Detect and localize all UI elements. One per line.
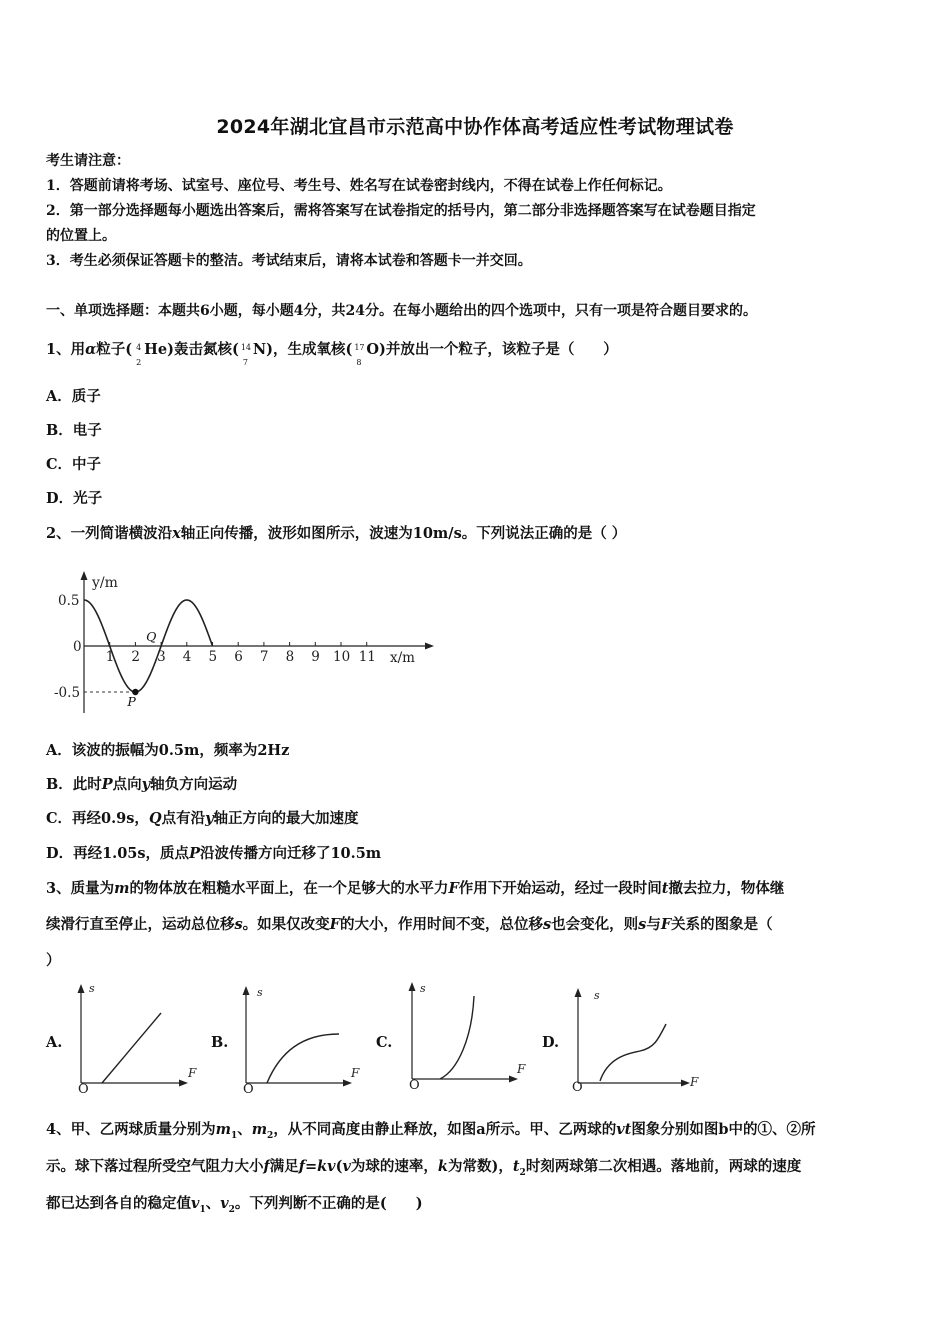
q3-s3: s <box>638 916 647 933</box>
q1-option-b: B．电子 <box>46 422 102 439</box>
graph-b <box>240 982 375 1097</box>
graph-b-curve <box>267 1034 339 1083</box>
graph-b-origin: O <box>243 1082 254 1097</box>
q3-l2d: 也会变化，则 <box>551 916 639 933</box>
q3-f2: F <box>329 916 340 933</box>
q2c-a: C．再经0.9s， <box>46 810 149 827</box>
n-mass-number: 14 <box>240 343 251 352</box>
q3-t: t <box>661 880 669 897</box>
q2d-a: D．再经1.05s，质点 <box>46 845 190 862</box>
graph-c-s-label: s <box>420 982 426 995</box>
x-axis-label: x/m <box>390 650 415 666</box>
q2-option-b <box>46 773 237 794</box>
y-axis-arrow <box>81 571 88 580</box>
q2-option-d <box>46 842 381 863</box>
n-atomic-number: 7 <box>242 358 248 367</box>
q2-text-a: 2、一列简谐横波沿 <box>46 525 173 542</box>
q4-vt: vt <box>616 1121 632 1138</box>
q4-l1a: 4、甲、乙两球质量分别为 <box>46 1121 216 1138</box>
q4-l1c: 图象分别如图b中的①、②所 <box>631 1121 816 1138</box>
q3-l2c: 的大小，作用时间不变，总位移 <box>339 916 543 933</box>
q4-fkv: f=kv <box>298 1158 336 1175</box>
he-mass-number: 4 <box>136 343 142 352</box>
section-1-heading: 一、单项选择题：本题共6小题，每小题4分，共24分。在每小题给出的四个选项中，只有一项是符合题目要求的。 <box>46 303 757 319</box>
notice-item-3: 3．考生必须保证答题卡的整洁。考试结束后，请将本试卷和答题卡一并交回。 <box>46 253 532 269</box>
q2d-p: P <box>189 845 200 862</box>
q4-l1b: ，从不同高度由静止释放，如图a所示。甲、乙两球的 <box>273 1121 617 1138</box>
question-4-line-3 <box>46 1192 423 1215</box>
x-tick-label-4: 4 <box>182 649 192 665</box>
q1-option-a: A．质子 <box>46 388 101 405</box>
x-tick-label-8: 8 <box>285 649 295 665</box>
graph-a-x-arrow <box>179 1080 188 1087</box>
q3-m: m <box>114 880 130 897</box>
graph-a-origin: O <box>78 1082 89 1095</box>
he-atomic-number: 2 <box>136 358 142 367</box>
q3-l2a: 续滑行直至停止，运动总位移 <box>46 916 235 933</box>
x-tick-label-1: 1 <box>105 649 115 665</box>
q4-k: k <box>437 1158 448 1175</box>
graph-c-f-label: F <box>517 1062 526 1076</box>
q4-v: v <box>342 1158 351 1175</box>
q2c-c: 轴正方向的最大加速度 <box>213 810 359 827</box>
q2b-p: P <box>101 776 113 793</box>
q1-option-c: C．中子 <box>46 456 102 473</box>
point-p-label: P <box>127 694 136 709</box>
graph-a <box>72 980 207 1095</box>
exam-title: 2024年湖北宜昌市示范高中协作体高考适应性考试物理试卷 <box>216 116 734 138</box>
x-tick-label-2: 2 <box>131 649 140 665</box>
question-3-line-3: ） <box>46 952 61 969</box>
q4-l3a: 都已达到各自的稳定值 <box>46 1195 191 1212</box>
graph-c-origin: O <box>409 1078 420 1093</box>
graph-a-label: A. <box>46 1034 63 1051</box>
q4-l3sep: 、 <box>205 1195 221 1212</box>
q4-m2-sub: 2 <box>267 1130 274 1141</box>
q3-l1a: 3、质量为 <box>46 880 115 897</box>
q2-option-c <box>46 807 359 828</box>
q4-l3b: 。下列判断不正确的是( ) <box>234 1195 423 1212</box>
wave-graph <box>40 565 440 715</box>
x-tick-label-6: 6 <box>234 649 243 665</box>
q3-f3: F <box>660 916 672 933</box>
notice-heading: 考生请注意： <box>46 153 130 169</box>
graph-b-label: B. <box>211 1034 229 1051</box>
point-q-label: Q <box>146 629 157 644</box>
graph-c-x-arrow <box>509 1076 518 1083</box>
graph-d-f-label: F <box>690 1075 699 1089</box>
question-3-line-2 <box>46 913 773 934</box>
q4-m1-sub: 1 <box>230 1130 238 1141</box>
x-tick-label-7: 7 <box>259 649 269 665</box>
graph-c <box>406 978 541 1093</box>
graph-a-y-arrow <box>78 984 85 993</box>
q2b-y: y <box>141 776 151 793</box>
q3-l2b: 。如果仅改变 <box>242 916 330 933</box>
graph-d-label: D. <box>542 1034 560 1051</box>
n-symbol: N <box>252 341 267 358</box>
q3-l1b: 的物体放在粗糙水平面上，在一个足够大的水平力 <box>129 880 449 897</box>
q4-f: f <box>263 1158 270 1175</box>
q3-l2f: 关系的图象是（ <box>671 916 773 933</box>
q3-l1d: 撤去拉力，物体继 <box>668 880 785 897</box>
question-4-line-2 <box>46 1155 801 1178</box>
notice-item-1: 1．答题前请将考场、试室号、座位号、考生号、姓名写在试卷密封线内，不得在试卷上作任何标记。 <box>46 178 672 194</box>
q4-t2: t <box>512 1158 520 1175</box>
q2c-q: Q <box>148 810 162 827</box>
x-tick-label-5: 5 <box>208 649 218 665</box>
graph-d-origin: O <box>572 1080 583 1095</box>
q3-s2: s <box>542 916 552 933</box>
q4-l2b: 满足 <box>269 1158 299 1175</box>
notice-item-2-cont: 的位置上。 <box>46 228 116 244</box>
graph-d <box>572 984 707 1099</box>
q2b-c: 轴负方向运动 <box>150 776 238 793</box>
graph-d-y-arrow <box>575 988 582 997</box>
notice-item-2: 2．第一部分选择题每小题选出答案后，需将答案写在试卷指定的括号内，第二部分非选择题答案写在试卷题目指定 <box>46 203 756 219</box>
x-tick-label-3: 3 <box>157 649 166 665</box>
q4-l2f: 时刻两球第二次相遇。落地前，两球的速度 <box>525 1158 802 1175</box>
graph-b-s-label: s <box>257 986 263 999</box>
q2b-b: 点向 <box>112 776 142 793</box>
y-tick-label-neg-0.5: -0.5 <box>54 685 81 701</box>
q2-text-b: 轴正向传播，波形如图所示，波速为10m/s。下列说法正确的是（ ） <box>180 525 627 542</box>
q4-sep: 、 <box>237 1121 252 1138</box>
graph-b-f-label: F <box>351 1066 360 1080</box>
q4-m1: m <box>215 1121 231 1138</box>
q1-alpha: α <box>85 341 97 358</box>
x-tick-label-11: 11 <box>358 649 376 665</box>
graph-b-x-arrow <box>343 1080 352 1087</box>
q1-text-4: )并放出一个粒子，该粒子是（ ） <box>378 341 618 358</box>
q4-v2: v <box>220 1195 229 1212</box>
q3-l1c: 作用下开始运动，经过一段时间 <box>458 880 662 897</box>
y-axis-label: y/m <box>92 575 118 591</box>
x-tick-label-9: 9 <box>311 649 320 665</box>
q2c-y: y <box>205 810 214 827</box>
q1-text-2: )轰击氮核( <box>167 341 239 358</box>
graph-c-curve <box>440 996 474 1079</box>
q2d-b: 沿波传播方向迁移了10.5m <box>199 845 382 862</box>
q4-v1-sub: 1 <box>199 1204 206 1215</box>
o-symbol: O <box>366 341 379 358</box>
q4-l2e: 为常数)， <box>447 1158 513 1175</box>
o-mass-number: 17 <box>354 343 365 352</box>
q1-option-d: D．光子 <box>46 490 103 507</box>
q4-l2a: 示。球下落过程所受空气阻力大小 <box>46 1158 264 1175</box>
question-3-line-1 <box>46 877 784 898</box>
graph-d-x-arrow <box>681 1080 690 1087</box>
question-2 <box>46 522 626 543</box>
o-atomic-number: 8 <box>356 358 362 367</box>
q3-s1: s <box>234 916 243 933</box>
question-4-line-1 <box>46 1118 815 1141</box>
q4-v1: v <box>191 1195 200 1212</box>
q2-x: x <box>172 525 181 542</box>
y-tick-label-0.5: 0.5 <box>58 593 80 609</box>
graph-d-s-label: s <box>594 989 600 1002</box>
graph-b-y-arrow <box>243 986 250 995</box>
graph-a-curve <box>102 1013 161 1083</box>
q1-text-3: )，生成氧核( <box>266 341 353 358</box>
y-tick-label-0: 0 <box>73 639 82 655</box>
q4-l2d: 为球的速率， <box>350 1158 438 1175</box>
q3-f1: F <box>448 880 459 897</box>
q2-option-a: A．该波的振幅为0.5m，频率为2Hz <box>46 742 290 759</box>
he-symbol: He <box>144 341 168 358</box>
graph-c-label: C. <box>376 1034 393 1051</box>
q1-prefix: 1、用 <box>46 341 86 358</box>
q1-text-1: 粒子( <box>96 341 133 358</box>
question-1 <box>46 338 618 367</box>
x-axis-arrow <box>425 643 434 650</box>
graph-a-f-label: F <box>188 1066 197 1080</box>
graph-d-curve <box>600 1024 666 1081</box>
q2c-b: 点有沿 <box>161 810 206 827</box>
q2b-a: B．此时 <box>46 776 102 793</box>
graph-a-s-label: s <box>89 982 95 995</box>
x-tick-label-10: 10 <box>333 649 351 665</box>
q3-l2e: 与 <box>646 916 661 933</box>
q4-l2c: ( <box>335 1158 343 1175</box>
q4-m2: m <box>251 1121 268 1138</box>
q4-t2-sub: 2 <box>519 1167 526 1178</box>
q4-v2-sub: 2 <box>228 1204 235 1215</box>
graph-c-y-arrow <box>409 982 416 991</box>
